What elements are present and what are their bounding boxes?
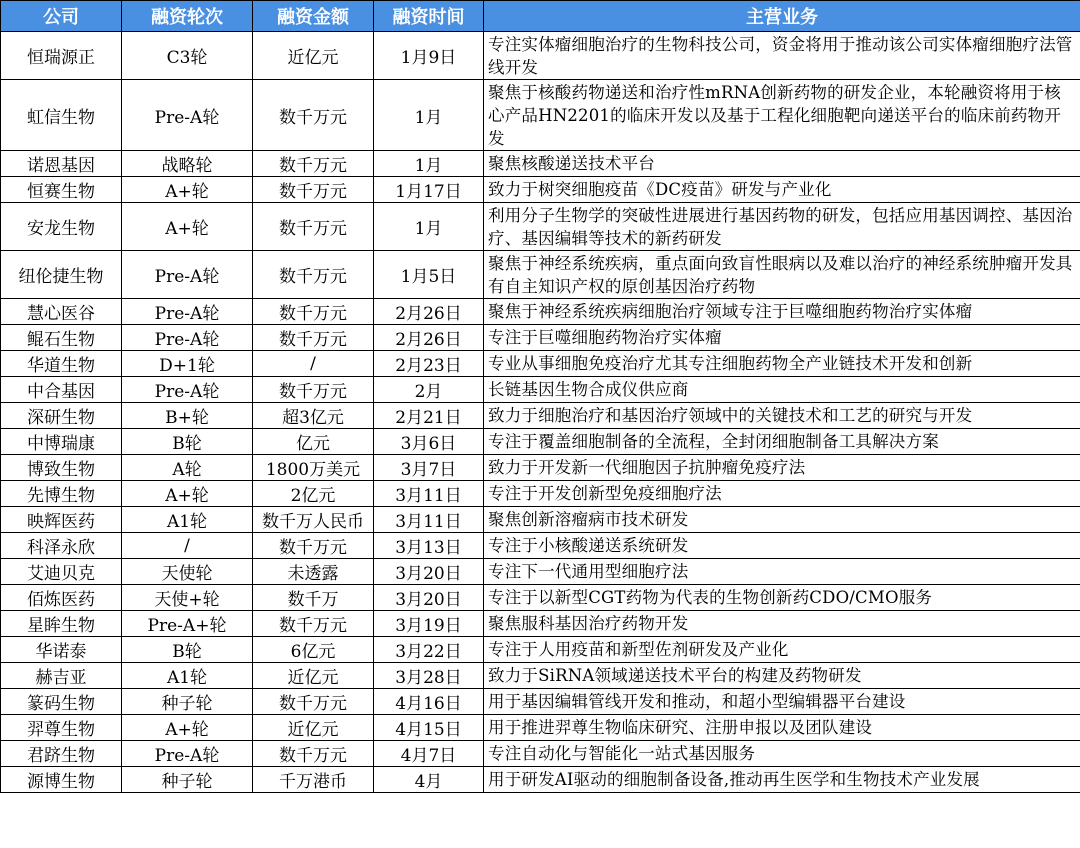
round-cell: Pre-A轮 [122, 299, 253, 325]
business-cell: 用于研发AI驱动的细胞制备设备,推动再生医学和生物技术产业发展 [484, 767, 1080, 793]
date-cell: 3月19日 [374, 611, 484, 637]
company-cell: 鲲石生物 [1, 325, 122, 351]
company-cell: 慧心医谷 [1, 299, 122, 325]
amount-cell: 数千万元 [253, 251, 374, 299]
amount-cell: 未透露 [253, 559, 374, 585]
business-cell: 聚焦服科基因治疗药物开发 [484, 611, 1080, 637]
round-cell: D+1轮 [122, 351, 253, 377]
round-cell: B轮 [122, 429, 253, 455]
round-cell: A+轮 [122, 177, 253, 203]
business-cell: 致力于开发新一代细胞因子抗肿瘤免疫疗法 [484, 455, 1080, 481]
business-cell: 专注实体瘤细胞治疗的生物科技公司，资金将用于推动该公司实体瘤细胞疗法管线开发 [484, 32, 1080, 80]
amount-cell: 数千万元 [253, 80, 374, 151]
company-cell: 恒瑞源正 [1, 32, 122, 80]
company-cell: 先博生物 [1, 481, 122, 507]
date-cell: 2月26日 [374, 299, 484, 325]
amount-cell: 数千万元 [253, 299, 374, 325]
round-cell: Pre-A轮 [122, 741, 253, 767]
table-row [1, 663, 1080, 689]
amount-cell: 超3亿元 [253, 403, 374, 429]
date-cell: 3月7日 [374, 455, 484, 481]
header-business: 主营业务 [484, 1, 1080, 32]
date-cell: 4月 [374, 767, 484, 793]
date-cell: 3月13日 [374, 533, 484, 559]
date-cell: 1月 [374, 203, 484, 251]
date-cell: 1月17日 [374, 177, 484, 203]
date-cell: 4月16日 [374, 689, 484, 715]
amount-cell: 数千万人民币 [253, 507, 374, 533]
date-cell: 2月23日 [374, 351, 484, 377]
amount-cell: 2亿元 [253, 481, 374, 507]
round-cell: B+轮 [122, 403, 253, 429]
round-cell: Pre-A轮 [122, 251, 253, 299]
table-row [1, 715, 1080, 741]
business-cell: 专注于巨噬细胞药物治疗实体瘤 [484, 325, 1080, 351]
company-cell: 星眸生物 [1, 611, 122, 637]
round-cell: B轮 [122, 637, 253, 663]
company-cell: 赫吉亚 [1, 663, 122, 689]
business-cell: 专业从事细胞免疫治疗尤其专注细胞药物全产业链技术开发和创新 [484, 351, 1080, 377]
business-cell: 用于推进羿尊生物临床研究、注册申报以及团队建设 [484, 715, 1080, 741]
amount-cell: 近亿元 [253, 715, 374, 741]
business-cell: 聚焦创新溶瘤病市技术研发 [484, 507, 1080, 533]
date-cell: 4月15日 [374, 715, 484, 741]
date-cell: 3月28日 [374, 663, 484, 689]
amount-cell: 数千万元 [253, 611, 374, 637]
amount-cell: 数千万元 [253, 533, 374, 559]
amount-cell: 数千万元 [253, 151, 374, 177]
business-cell: 专注于以新型CGT药物为代表的生物创新药CDO/CMO服务 [484, 585, 1080, 611]
round-cell: A+轮 [122, 203, 253, 251]
date-cell: 2月26日 [374, 325, 484, 351]
business-cell: 致力于树突细胞疫苗《DC疫苗》研发与产业化 [484, 177, 1080, 203]
business-cell: 聚焦于核酸药物递送和治疗性mRNA创新药物的研发企业，本轮融资将用于核心产品HN2201的临床开发以及基于工程化细胞靶向递送平台的临床前药物开发 [484, 80, 1080, 151]
company-cell: 映辉医药 [1, 507, 122, 533]
date-cell: 1月 [374, 80, 484, 151]
table-row [1, 151, 1080, 177]
table-row [1, 741, 1080, 767]
table-row [1, 767, 1080, 793]
company-cell: 君跻生物 [1, 741, 122, 767]
header-date: 融资时间 [374, 1, 484, 32]
table-row [1, 80, 1080, 151]
table-row [1, 689, 1080, 715]
company-cell: 佰炼医药 [1, 585, 122, 611]
company-cell: 安龙生物 [1, 203, 122, 251]
business-cell: 用于基因编辑管线开发和推动，和超小型编辑器平台建设 [484, 689, 1080, 715]
amount-cell: 数千万元 [253, 741, 374, 767]
round-cell: A1轮 [122, 663, 253, 689]
amount-cell: 数千万元 [253, 325, 374, 351]
amount-cell: 数千万 [253, 585, 374, 611]
round-cell: Pre-A轮 [122, 80, 253, 151]
company-cell: 中博瑞康 [1, 429, 122, 455]
date-cell: 3月22日 [374, 637, 484, 663]
round-cell: Pre-A轮 [122, 325, 253, 351]
round-cell: A1轮 [122, 507, 253, 533]
table-row [1, 559, 1080, 585]
business-cell: 致力于细胞治疗和基因治疗领域中的关键技术和工艺的研究与开发 [484, 403, 1080, 429]
date-cell: 3月11日 [374, 507, 484, 533]
company-cell: 诺恩基因 [1, 151, 122, 177]
round-cell: Pre-A+轮 [122, 611, 253, 637]
company-cell: 中合基因 [1, 377, 122, 403]
business-cell: 聚焦核酸递送技术平台 [484, 151, 1080, 177]
table-row [1, 325, 1080, 351]
amount-cell: 1800万美元 [253, 455, 374, 481]
business-cell: 专注下一代通用型细胞疗法 [484, 559, 1080, 585]
header-company: 公司 [1, 1, 122, 32]
company-cell: 华诺泰 [1, 637, 122, 663]
company-cell: 纽伦捷生物 [1, 251, 122, 299]
company-cell: 华道生物 [1, 351, 122, 377]
table-row [1, 481, 1080, 507]
date-cell: 3月20日 [374, 585, 484, 611]
company-cell: 源博生物 [1, 767, 122, 793]
round-cell: A+轮 [122, 481, 253, 507]
table-row [1, 299, 1080, 325]
header-amount: 融资金额 [253, 1, 374, 32]
amount-cell: 千万港币 [253, 767, 374, 793]
table-row [1, 351, 1080, 377]
date-cell: 2月21日 [374, 403, 484, 429]
company-cell: 博致生物 [1, 455, 122, 481]
round-cell: A+轮 [122, 715, 253, 741]
company-cell: 艾迪贝克 [1, 559, 122, 585]
table-row [1, 455, 1080, 481]
header-row [1, 1, 1080, 32]
amount-cell: 近亿元 [253, 32, 374, 80]
table-row [1, 403, 1080, 429]
business-cell: 专注于覆盖细胞制备的全流程，全封闭细胞制备工具解决方案 [484, 429, 1080, 455]
business-cell: 专注自动化与智能化一站式基因服务 [484, 741, 1080, 767]
date-cell: 3月6日 [374, 429, 484, 455]
company-cell: 科泽永欣 [1, 533, 122, 559]
round-cell: 种子轮 [122, 689, 253, 715]
business-cell: 聚焦于神经系统疾病细胞治疗领域专注于巨噬细胞药物治疗实体瘤 [484, 299, 1080, 325]
table-row [1, 429, 1080, 455]
company-cell: 虹信生物 [1, 80, 122, 151]
table-row [1, 637, 1080, 663]
round-cell: 天使轮 [122, 559, 253, 585]
round-cell: 种子轮 [122, 767, 253, 793]
amount-cell: 数千万元 [253, 177, 374, 203]
table-row [1, 177, 1080, 203]
amount-cell: 近亿元 [253, 663, 374, 689]
amount-cell: 亿元 [253, 429, 374, 455]
company-cell: 羿尊生物 [1, 715, 122, 741]
business-cell: 专注于小核酸递送系统研发 [484, 533, 1080, 559]
amount-cell: / [253, 351, 374, 377]
business-cell: 专注于人用疫苗和新型佐剂研发及产业化 [484, 637, 1080, 663]
round-cell: Pre-A轮 [122, 377, 253, 403]
amount-cell: 数千万元 [253, 377, 374, 403]
company-cell: 深研生物 [1, 403, 122, 429]
header-round: 融资轮次 [122, 1, 253, 32]
business-cell: 致力于SiRNA领域递送技术平台的构建及药物研发 [484, 663, 1080, 689]
table-row [1, 377, 1080, 403]
table-row [1, 203, 1080, 251]
date-cell: 1月5日 [374, 251, 484, 299]
business-cell: 利用分子生物学的突破性进展进行基因药物的研发，包括应用基因调控、基因治疗、基因编辑等技术的新药研发 [484, 203, 1080, 251]
round-cell: 战略轮 [122, 151, 253, 177]
amount-cell: 6亿元 [253, 637, 374, 663]
company-cell: 恒赛生物 [1, 177, 122, 203]
business-cell: 专注于开发创新型免疫细胞疗法 [484, 481, 1080, 507]
date-cell: 3月20日 [374, 559, 484, 585]
table-row [1, 611, 1080, 637]
date-cell: 3月11日 [374, 481, 484, 507]
table-row [1, 533, 1080, 559]
table-row [1, 32, 1080, 80]
business-cell: 长链基因生物合成仪供应商 [484, 377, 1080, 403]
table-row [1, 585, 1080, 611]
date-cell: 2月 [374, 377, 484, 403]
round-cell: 天使+轮 [122, 585, 253, 611]
amount-cell: 数千万元 [253, 689, 374, 715]
company-cell: 篆码生物 [1, 689, 122, 715]
table-row [1, 251, 1080, 299]
round-cell: C3轮 [122, 32, 253, 80]
date-cell: 4月7日 [374, 741, 484, 767]
amount-cell: 数千万元 [253, 203, 374, 251]
business-cell: 聚焦于神经系统疾病，重点面向致盲性眼病以及难以治疗的神经系统肿瘤开发具有自主知识产权的原创基因治疗药物 [484, 251, 1080, 299]
date-cell: 1月 [374, 151, 484, 177]
table-row [1, 507, 1080, 533]
round-cell: / [122, 533, 253, 559]
date-cell: 1月9日 [374, 32, 484, 80]
round-cell: A轮 [122, 455, 253, 481]
